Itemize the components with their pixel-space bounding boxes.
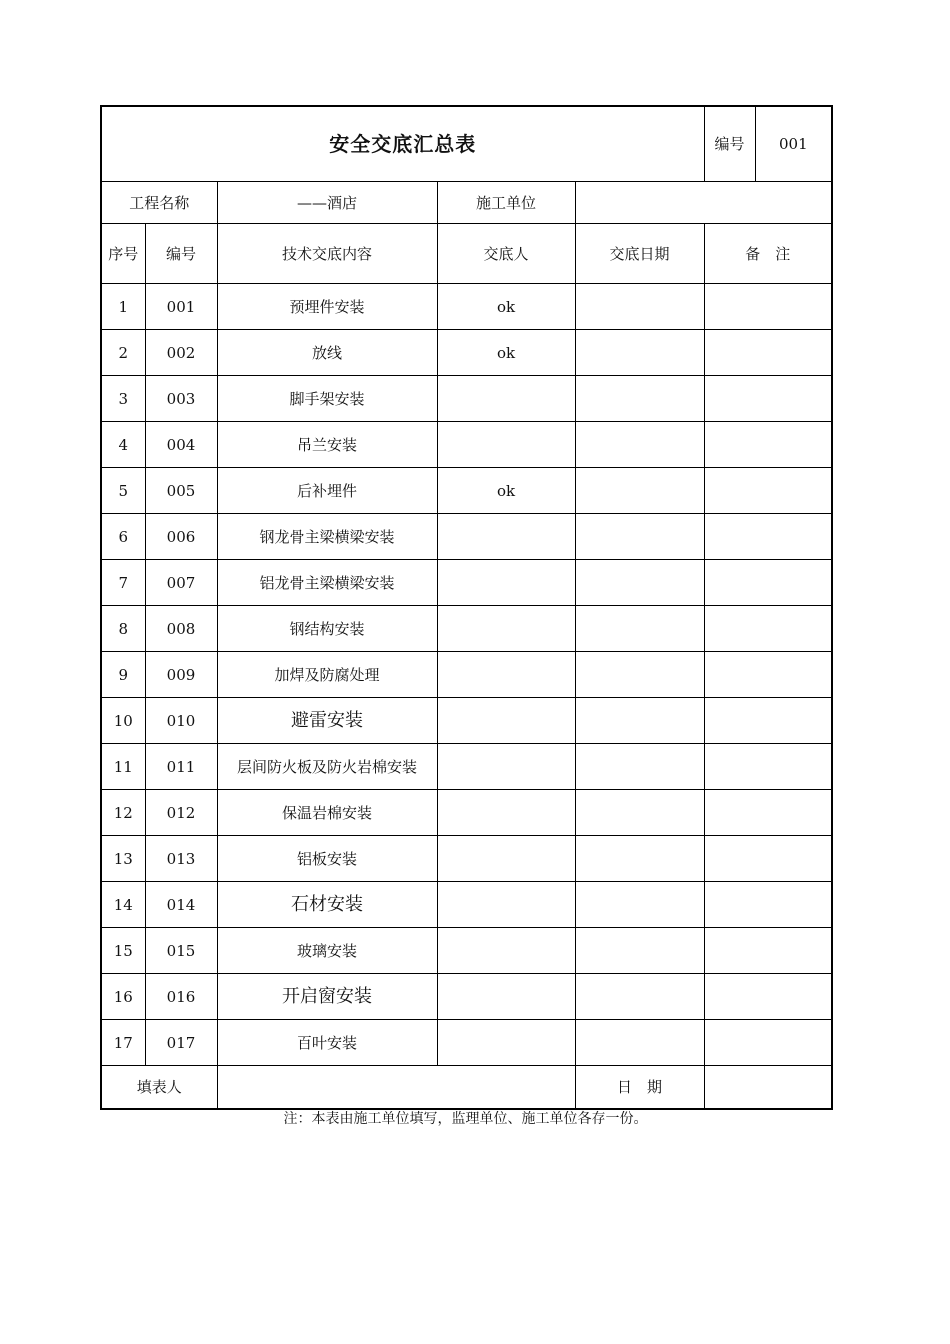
row-content: 钢结构安装 bbox=[217, 606, 437, 652]
row-person[interactable]: ok bbox=[437, 330, 575, 376]
fill-date-label: 日 期 bbox=[575, 1066, 704, 1110]
row-code: 004 bbox=[145, 422, 217, 468]
table-rows bbox=[101, 284, 832, 1066]
row-date[interactable] bbox=[575, 974, 704, 1020]
row-remark[interactable] bbox=[704, 606, 832, 652]
row-code: 006 bbox=[145, 514, 217, 560]
safety-briefing-summary-table bbox=[100, 105, 833, 1110]
row-content: 加焊及防腐处理 bbox=[217, 652, 437, 698]
row-date[interactable] bbox=[575, 606, 704, 652]
table-row bbox=[101, 652, 832, 698]
row-person[interactable] bbox=[437, 790, 575, 836]
row-date[interactable] bbox=[575, 284, 704, 330]
row-code: 008 bbox=[145, 606, 217, 652]
row-seq: 8 bbox=[101, 606, 145, 652]
row-code: 016 bbox=[145, 974, 217, 1020]
header-remark: 备 注 bbox=[704, 224, 832, 284]
table-row bbox=[101, 514, 832, 560]
row-content: 玻璃安装 bbox=[217, 928, 437, 974]
row-remark[interactable] bbox=[704, 468, 832, 514]
row-remark[interactable] bbox=[704, 974, 832, 1020]
table-row bbox=[101, 468, 832, 514]
row-date[interactable] bbox=[575, 376, 704, 422]
row-content: 开启窗安装 bbox=[217, 974, 437, 1020]
row-remark[interactable] bbox=[704, 652, 832, 698]
table-row bbox=[101, 928, 832, 974]
row-remark[interactable] bbox=[704, 882, 832, 928]
row-date[interactable] bbox=[575, 836, 704, 882]
row-seq: 15 bbox=[101, 928, 145, 974]
row-content: 铝龙骨主梁横梁安装 bbox=[217, 560, 437, 606]
row-seq: 13 bbox=[101, 836, 145, 882]
row-code: 013 bbox=[145, 836, 217, 882]
row-code: 014 bbox=[145, 882, 217, 928]
header-date: 交底日期 bbox=[575, 224, 704, 284]
row-code: 005 bbox=[145, 468, 217, 514]
row-content: 保温岩棉安装 bbox=[217, 790, 437, 836]
row-code: 002 bbox=[145, 330, 217, 376]
row-remark[interactable] bbox=[704, 560, 832, 606]
header-seq: 序号 bbox=[101, 224, 145, 284]
table-row bbox=[101, 422, 832, 468]
row-remark[interactable] bbox=[704, 514, 832, 560]
row-seq: 4 bbox=[101, 422, 145, 468]
header-person: 交底人 bbox=[437, 224, 575, 284]
row-person[interactable] bbox=[437, 514, 575, 560]
row-code: 007 bbox=[145, 560, 217, 606]
table-row bbox=[101, 974, 832, 1020]
row-person[interactable] bbox=[437, 974, 575, 1020]
table-row bbox=[101, 606, 832, 652]
row-content: 石材安装 bbox=[217, 882, 437, 928]
row-code: 009 bbox=[145, 652, 217, 698]
row-content: 脚手架安装 bbox=[217, 376, 437, 422]
row-code: 012 bbox=[145, 790, 217, 836]
row-person[interactable] bbox=[437, 836, 575, 882]
row-person[interactable] bbox=[437, 1020, 575, 1066]
row-seq: 9 bbox=[101, 652, 145, 698]
row-seq: 2 bbox=[101, 330, 145, 376]
row-date[interactable] bbox=[575, 468, 704, 514]
header-content: 技术交底内容 bbox=[217, 224, 437, 284]
row-remark[interactable] bbox=[704, 422, 832, 468]
row-seq: 5 bbox=[101, 468, 145, 514]
row-remark[interactable] bbox=[704, 698, 832, 744]
row-seq: 14 bbox=[101, 882, 145, 928]
row-code: 001 bbox=[145, 284, 217, 330]
column-header-row bbox=[101, 224, 832, 284]
table-row bbox=[101, 790, 832, 836]
row-seq: 10 bbox=[101, 698, 145, 744]
table-row bbox=[101, 836, 832, 882]
row-remark[interactable] bbox=[704, 928, 832, 974]
title-row bbox=[101, 106, 832, 182]
row-remark[interactable] bbox=[704, 790, 832, 836]
row-seq: 6 bbox=[101, 514, 145, 560]
row-person[interactable] bbox=[437, 928, 575, 974]
footer-row bbox=[101, 1066, 832, 1110]
table-footer bbox=[101, 1066, 832, 1110]
row-seq: 11 bbox=[101, 744, 145, 790]
row-content: 吊兰安装 bbox=[217, 422, 437, 468]
document-code-value[interactable]: 001 bbox=[755, 106, 832, 182]
row-code: 017 bbox=[145, 1020, 217, 1066]
row-person[interactable] bbox=[437, 560, 575, 606]
row-code: 003 bbox=[145, 376, 217, 422]
table-row bbox=[101, 330, 832, 376]
row-date[interactable] bbox=[575, 560, 704, 606]
row-date[interactable] bbox=[575, 422, 704, 468]
row-date[interactable] bbox=[575, 790, 704, 836]
row-person[interactable] bbox=[437, 606, 575, 652]
filler-value[interactable] bbox=[217, 1066, 575, 1110]
project-info-row bbox=[101, 182, 832, 224]
row-content: 钢龙骨主梁横梁安装 bbox=[217, 514, 437, 560]
filler-label: 填表人 bbox=[101, 1066, 217, 1110]
row-person[interactable] bbox=[437, 698, 575, 744]
row-date[interactable] bbox=[575, 330, 704, 376]
row-date[interactable] bbox=[575, 652, 704, 698]
footnote: 注：本表由施工单位填写，监理单位、施工单位各存一份。 bbox=[283, 1111, 648, 1127]
row-remark[interactable] bbox=[704, 744, 832, 790]
row-content: 层间防火板及防火岩棉安装 bbox=[217, 744, 437, 790]
table-row bbox=[101, 376, 832, 422]
row-date[interactable] bbox=[575, 514, 704, 560]
table-body bbox=[101, 106, 832, 284]
row-date[interactable] bbox=[575, 744, 704, 790]
row-person[interactable] bbox=[437, 652, 575, 698]
row-remark[interactable] bbox=[704, 330, 832, 376]
fill-date-value[interactable] bbox=[704, 1066, 832, 1110]
row-date[interactable] bbox=[575, 882, 704, 928]
row-seq: 16 bbox=[101, 974, 145, 1020]
row-seq: 12 bbox=[101, 790, 145, 836]
document-title: 安全交底汇总表 bbox=[101, 106, 704, 182]
row-person[interactable] bbox=[437, 376, 575, 422]
row-seq: 3 bbox=[101, 376, 145, 422]
project-name-value[interactable]: ——酒店 bbox=[217, 182, 437, 224]
row-content: 后补埋件 bbox=[217, 468, 437, 514]
document-code-label: 编号 bbox=[704, 106, 755, 182]
table-row bbox=[101, 560, 832, 606]
row-person[interactable] bbox=[437, 744, 575, 790]
table-row bbox=[101, 882, 832, 928]
row-seq: 1 bbox=[101, 284, 145, 330]
row-content: 百叶安装 bbox=[217, 1020, 437, 1066]
row-person[interactable] bbox=[437, 422, 575, 468]
row-code: 011 bbox=[145, 744, 217, 790]
row-person[interactable]: ok bbox=[437, 468, 575, 514]
table-row bbox=[101, 1020, 832, 1066]
row-remark[interactable] bbox=[704, 376, 832, 422]
row-seq: 7 bbox=[101, 560, 145, 606]
row-person[interactable] bbox=[437, 882, 575, 928]
table-row bbox=[101, 698, 832, 744]
row-content: 放线 bbox=[217, 330, 437, 376]
row-content: 预埋件安装 bbox=[217, 284, 437, 330]
row-date[interactable] bbox=[575, 928, 704, 974]
row-content: 铝板安装 bbox=[217, 836, 437, 882]
construction-unit-value[interactable] bbox=[575, 182, 832, 224]
row-date[interactable] bbox=[575, 698, 704, 744]
row-code: 015 bbox=[145, 928, 217, 974]
row-date[interactable] bbox=[575, 1020, 704, 1066]
row-seq: 17 bbox=[101, 1020, 145, 1066]
summary-sheet bbox=[100, 105, 831, 1110]
table-row bbox=[101, 284, 832, 330]
row-person[interactable]: ok bbox=[437, 284, 575, 330]
project-name-label: 工程名称 bbox=[101, 182, 217, 224]
row-content: 避雷安装 bbox=[217, 698, 437, 744]
row-remark[interactable] bbox=[704, 836, 832, 882]
row-remark[interactable] bbox=[704, 1020, 832, 1066]
construction-unit-label: 施工单位 bbox=[437, 182, 575, 224]
table-row bbox=[101, 744, 832, 790]
row-code: 010 bbox=[145, 698, 217, 744]
header-code: 编号 bbox=[145, 224, 217, 284]
row-remark[interactable] bbox=[704, 284, 832, 330]
